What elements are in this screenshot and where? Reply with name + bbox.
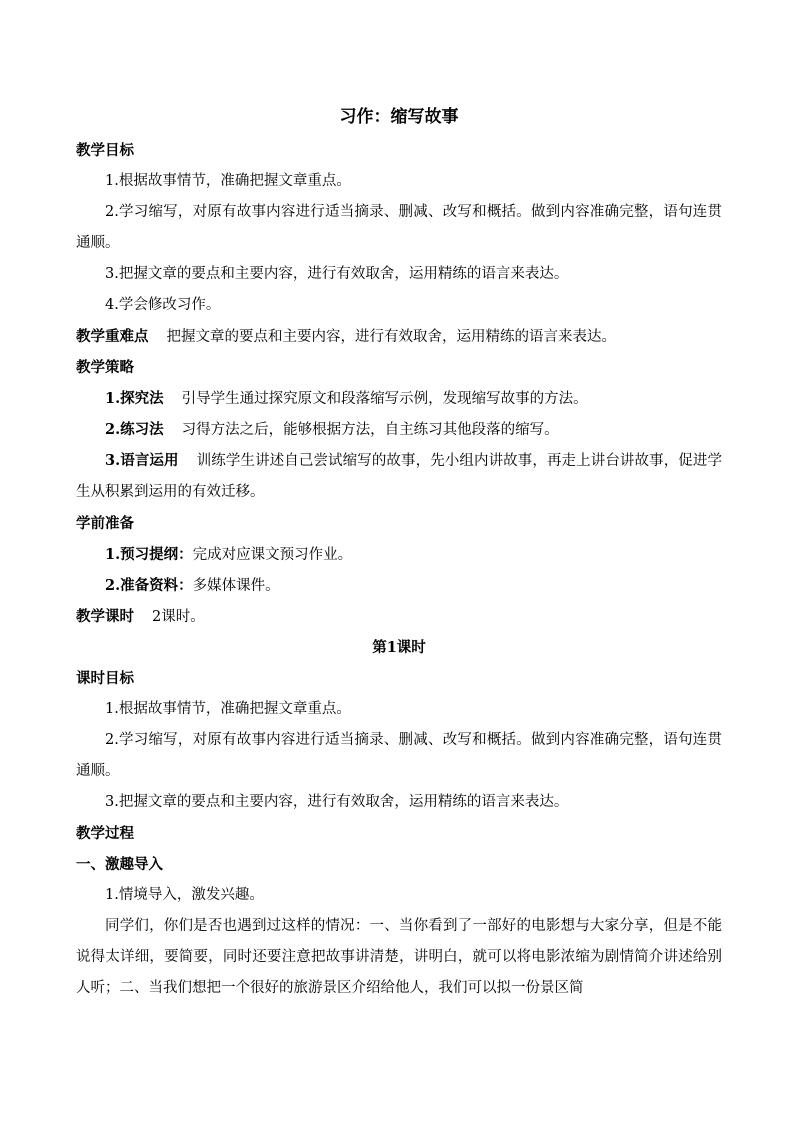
page-title: 习作：缩写故事 <box>339 107 459 127</box>
hours-text: 2课时。 <box>152 609 205 625</box>
teaching-goals-heading: 教学目标 <box>76 142 134 159</box>
lesson-goal-2: 2.学习缩写，对原有故事内容进行适当摘录、删减、改写和概括。做到内容准确完整，语句连贯通顺。 <box>76 732 722 779</box>
lesson-goals-heading: 课时目标 <box>76 670 134 687</box>
hours-heading: 教学课时 <box>76 608 134 625</box>
lesson-heading: 第1课时 <box>372 639 426 656</box>
strategy-heading: 教学策略 <box>76 359 134 376</box>
intro-paragraph: 同学们，你们是否也遇到过这样的情况：一、当你看到了一部好的电影想与大家分享，但是不能说得太详细，要简要，同时还要注意把故事讲清楚，讲明白，就可以将电影浓缩为剧情简介讲述给别人听；二、当我们想把一个很好的旅游景区介绍给他人，我们可以拟一份景区简 <box>76 918 722 996</box>
preparation-item-2 <box>76 570 722 601</box>
lesson-goal-3: 3.把握文章的要点和主要内容，进行有效取舍，运用精练的语言来表达。 <box>105 794 569 810</box>
key-points-heading: 教学重难点 <box>76 328 149 345</box>
strategy-text: 习得方法之后，能够根据方法，自主练习其他段落的缩写。 <box>181 422 559 438</box>
strategy-text: 引导学生通过探究原文和段落缩写示例，发现缩写故事的方法。 <box>181 391 588 407</box>
process-heading: 教学过程 <box>76 825 134 842</box>
preparation-label: 1.预习提纲： <box>105 546 193 563</box>
key-points-row <box>76 321 722 352</box>
goal-item-2: 2.学习缩写，对原有故事内容进行适当摘录、删减、改写和概括。做到内容准确完整，语句连贯通顺。 <box>76 204 722 251</box>
strategy-text: 训练学生讲述自己尝试缩写的故事，先小组内讲故事，再走上讲台讲故事，促进学生从积累到运用的有效迁移。 <box>76 453 722 500</box>
strategy-item-1 <box>76 383 722 414</box>
preparation-heading: 学前准备 <box>76 515 134 532</box>
strategy-item-3 <box>76 445 722 508</box>
preparation-label: 2.准备资料： <box>105 577 193 594</box>
lesson-goal-1: 1.根据故事情节，准确把握文章重点。 <box>105 701 351 717</box>
key-points-text: 把握文章的要点和主要内容，进行有效取舍，运用精练的语言来表达。 <box>166 329 616 345</box>
preparation-item-1 <box>76 539 722 570</box>
goal-item-4: 4.学会修改习作。 <box>105 297 221 313</box>
strategy-label: 2.练习法 <box>105 421 164 438</box>
strategy-label: 3.语言运用 <box>105 452 179 469</box>
hours-row <box>76 601 722 632</box>
preparation-text: 完成对应课文预习作业。 <box>192 547 353 563</box>
strategy-item-2 <box>76 414 722 445</box>
document-page <box>76 100 722 1004</box>
strategy-label: 1.探究法 <box>105 390 164 407</box>
goal-item-1: 1.根据故事情节，准确把握文章重点。 <box>105 173 351 189</box>
section-heading: 一、激趣导入 <box>76 856 163 873</box>
step-item: 1.情境导入，激发兴趣。 <box>105 887 264 903</box>
goal-item-3: 3.把握文章的要点和主要内容，进行有效取舍，运用精练的语言来表达。 <box>105 266 569 282</box>
preparation-text: 多媒体课件。 <box>192 578 280 594</box>
